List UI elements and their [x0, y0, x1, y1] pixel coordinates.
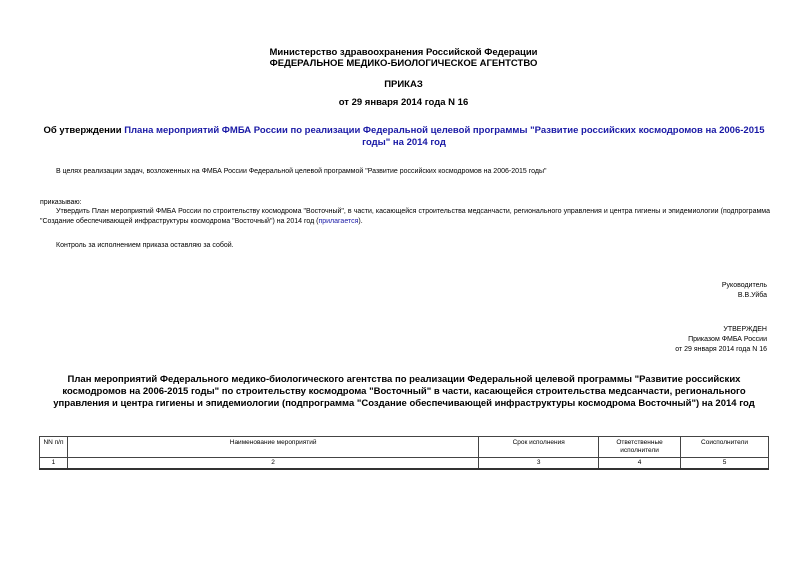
approval-line1: УТВЕРЖДЕН — [723, 326, 767, 333]
ministry-header — [0, 47, 807, 69]
col-number-3: 3 — [479, 458, 599, 470]
paragraph-purpose: В целях реализации задач, возложенных на ФМБА России Федеральной целевой программой "Развитие российских космодромов на 2006-2015 годы" — [56, 168, 547, 175]
signature-name: В.В.Уйба — [737, 292, 767, 299]
table-row — [40, 458, 769, 470]
approval-block — [675, 325, 767, 355]
approval-line3: от 29 января 2014 года N 16 — [675, 346, 767, 353]
col-number-4: 4 — [599, 458, 681, 470]
signature-block — [722, 281, 767, 301]
col-header-coexecutors: Соисполнители — [681, 437, 769, 458]
doc-type: ПРИКАЗ — [384, 79, 423, 90]
paragraph-order-word: приказываю: — [40, 199, 82, 206]
doc-date-number: от 29 января 2014 года N 16 — [338, 97, 469, 108]
paragraph-approve — [40, 207, 770, 226]
col-header-number: NN п/п — [40, 437, 68, 458]
col-header-name: Наименование мероприятий — [67, 437, 478, 458]
approval-line2: Приказом ФМБА России — [688, 336, 767, 343]
subject-link[interactable]: Плана мероприятий ФМБА России по реализации Федеральной целевой программы "Развитие российских космодромов на 2006-2015 годы" на 2014 год — [124, 125, 765, 148]
doc-subject — [40, 125, 768, 149]
col-header-deadline: Срок исполнения — [479, 437, 599, 458]
col-header-responsible: Ответственные исполнители — [599, 437, 681, 458]
attachment-link[interactable]: прилагается — [318, 217, 359, 225]
agency-name: ФЕДЕРАЛЬНОЕ МЕДИКО-БИОЛОГИЧЕСКОЕ АГЕНТСТВО — [269, 58, 538, 69]
subject-prefix: Об утверждении — [43, 125, 125, 136]
paragraph-control: Контроль за исполнением приказа оставляю за собой. — [56, 242, 234, 249]
signature-position: Руководитель — [721, 282, 767, 289]
col-number-1: 1 — [40, 458, 68, 470]
plan-table — [39, 436, 769, 470]
table-header-row — [40, 437, 769, 458]
col-number-5: 5 — [681, 458, 769, 470]
plan-title: План мероприятий Федерального медико-биологического агентства по реализации Федеральной целевой программы "Развитие российских космодромов на 2006-2015 годы" по строительству космодрома "Восточный" в части, касающейся строительства медсанчасти, регионального управления и центра гигиены и эпидемиологии (подпрограмма "Создание обеспечивающей инфраструктуры космодрома Восточный") на 2014 год — [53, 374, 755, 409]
approve-end: ). — [358, 217, 363, 225]
ministry-name: Министерство здравоохранения Российской Федерации — [269, 47, 538, 58]
approve-text: Утвердить План мероприятий ФМБА России по строительству космодрома "Восточный", в части, касающейся строительства медсанчасти, регионального управления и центра гигиены и эпидемиологии (подпрограмма "Создание обеспечивающей инфраструктуры космодрома "Восточный") на 2014 год ( — [40, 208, 770, 225]
col-number-2: 2 — [67, 458, 478, 470]
